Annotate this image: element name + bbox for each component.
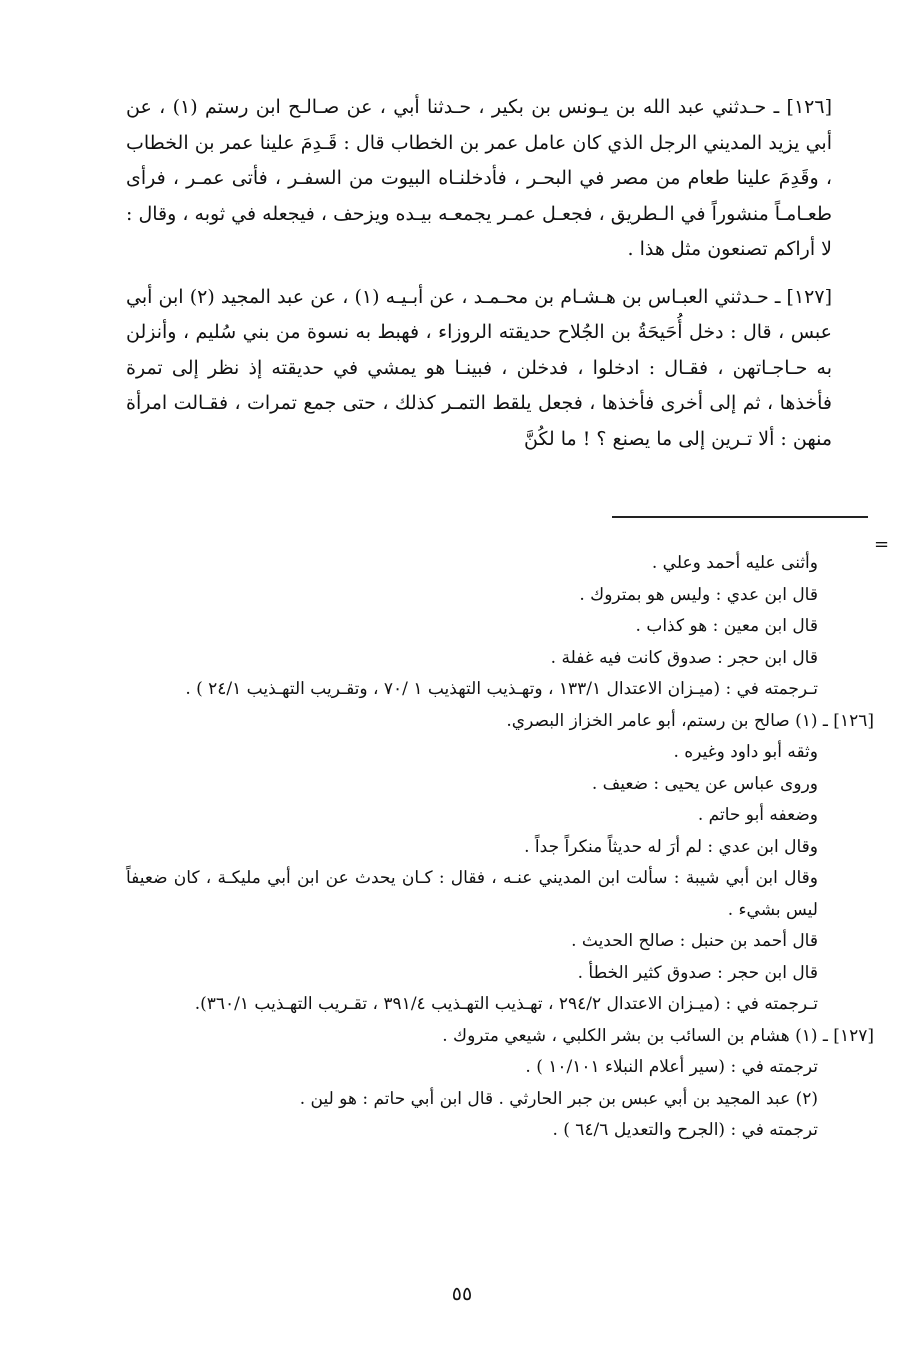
main-text xyxy=(126,90,832,457)
footnote-continuation-mark: = xyxy=(874,534,890,555)
footnote-line: قال ابن معين : هو كذاب . xyxy=(635,616,818,636)
footnote-line: قال ابن عدي : وليس هو بمتروك . xyxy=(579,584,818,605)
footnote-line: قال ابن حجر : صدوق كثير الخطأ . xyxy=(577,962,818,983)
footnote-line: قال ابن حجر : صدوق كانت فيه غفلة . xyxy=(550,647,818,668)
footnote-line: وثقه أبو داود وغيره . xyxy=(673,742,818,762)
footnote-line: وروى عباس عن يحيى : ضعيف . xyxy=(591,773,818,794)
footnote-line: تـرجمته في : (ميـزان الاعتدال ١٣٣/١ ، وتهـذيب التهذيب ١ /٧٠ ، وتقـريب التهـذيب ٢٤/١ ) . xyxy=(185,679,818,699)
footnote-line: قال أحمد بن حنبل : صالح الحديث . xyxy=(571,931,818,951)
footnote-line: ترجمته في : (الجرح والتعديل ٦٤/٦ ) . xyxy=(552,1120,818,1140)
footnote-line: وقال ابن أبي شيبة : سألت ابن المديني عنـه ، فقال : كـان يحدث عن ابن أبي مليكـة ، كان ضعيفاً ليس بشيء . xyxy=(126,868,818,920)
footnote-divider xyxy=(612,516,868,518)
footnote-heading-126: [١٢٦] ـ (١) صالح بن رستم، أبو عامر الخزاز البصري. xyxy=(506,710,874,731)
footnote-line: وقال ابن عدي : لم أرَ له حديثاً منكراً جداً . xyxy=(524,836,818,857)
footnote-line: ترجمته في : (سير أعلام النبلاء ١٠/١٠١ ) . xyxy=(525,1057,818,1077)
footnote-line: تـرجمته في : (ميـزان الاعتدال ٢٩٤/٢ ، تهـذيب التهـذيب ٣٩١/٤ ، تقـريب التهـذيب ٣٦٠/١). xyxy=(194,994,818,1014)
footnote-heading-127: [١٢٧] ـ (١) هشام بن السائب بن بشر الكلبي ، شيعي متروك . xyxy=(442,1025,874,1046)
footnote-line: وضعفه أبو حاتم . xyxy=(697,805,818,825)
footnote-line: (٢) عبد المجيد بن أبي عبس بن جبر الحارثي . قال ابن أبي حاتم : هو لين . xyxy=(299,1088,818,1109)
hadith-126-paragraph: [١٢٦] ـ حـدثني عبد الله بن يـونس بن بكير ، حـدثنا أبي ، عن صـالـح ابن رستم (١) ، عن أبي يزيد المديني الرجل الذي كان عامل عمر بن الخطاب قال : قَـدِمَ علينا عمر بن الخطاب ، وقَدِمَ علينا طعام من مصر في البحـر ، فأدخلنـاه البيوت من السفـر ، فأتى عمـر ، فرأى طعـامـاً منشوراً في الـطريق ، فجعـل عمـر يجمعـه بيـده ويزحف ، فيجعله في ثوبه ، وقال : لا أراكم تصنعون مثل هذا . xyxy=(126,96,832,260)
footnotes xyxy=(126,548,874,1147)
hadith-127-paragraph: [١٢٧] ـ حـدثني العبـاس بن هـشـام بن محـمـد ، عن أبـيـه (١) ، عن عبد المجيد (٢) ابن أبي عبس ، قال : دخل أُحَيحَةُ بن الجُلاح حديقته الروزاء ، فهبط به نسوة من بني سُليم ، وأنزلن به حـاجـاتهن ، فقـال : ادخلوا ، فدخلن ، فبينـا هو يمشي في حديقته إذ نظر إلى تمرة فأخذها ، ثم إلى أخرى فأخذها ، فجعل يلقط التمـر كذلك ، حتى جمع تمرات ، فقـالت امرأة منهن : ألا تـرين إلى ما يصنع ؟ ! ما لكُنَّ xyxy=(126,285,832,450)
page-number: ٥٥ xyxy=(451,1283,473,1305)
footnote-line: وأثنى عليه أحمد وعلي . xyxy=(651,553,818,573)
